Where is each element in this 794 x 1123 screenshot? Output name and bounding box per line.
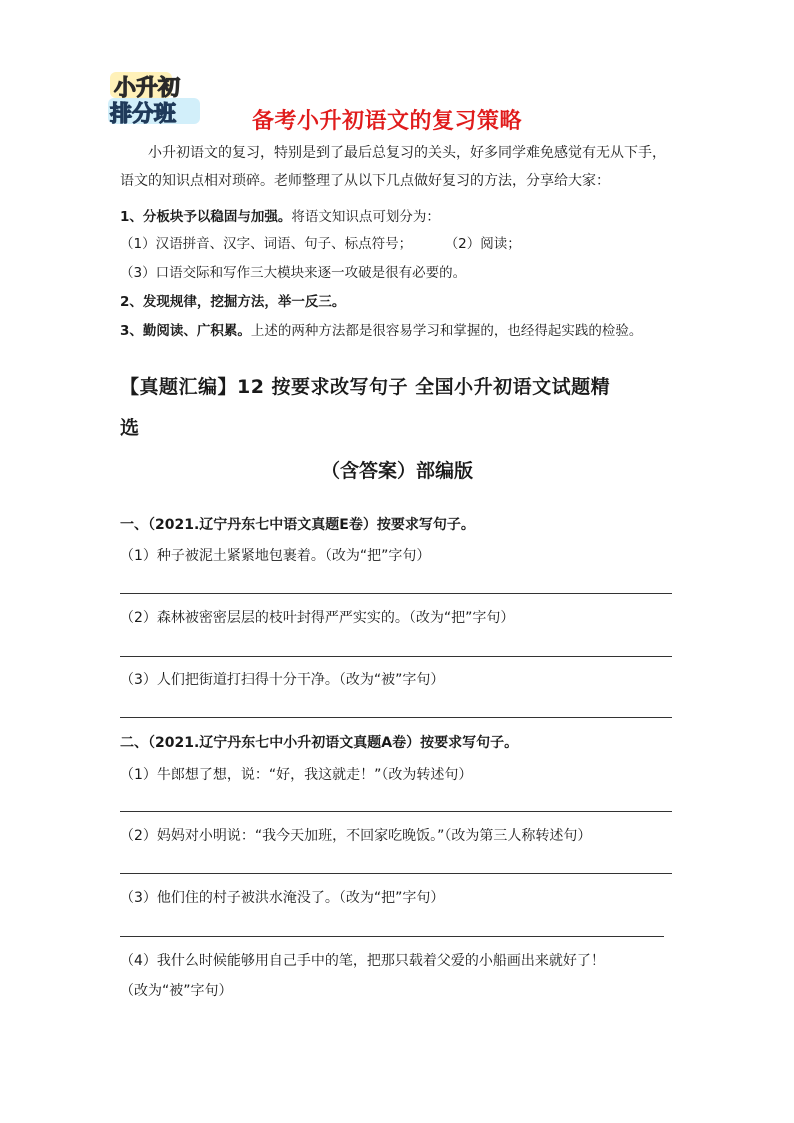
tip-3-rest: 上述的两种方法都是很容易学习和掌握的，也经得起实践的检验。: [250, 323, 643, 339]
question-2-item-2: （2）妈妈对小明说：“我今天加班，不回家吃晚饭。”（改为第三人称转述句）: [120, 828, 592, 844]
logo-line2: 排分班: [110, 102, 177, 126]
tip-1-rest: 将语文知识点可划分为：: [291, 209, 440, 225]
answer-line: [120, 873, 672, 874]
intro-paragraph-1: 小升初语文的复习，特别是到了最后总复习的关头，好多同学难免感觉有无从下手，: [148, 145, 666, 161]
question-1-item-2: （2）森林被密密层层的枝叶封得严严实实的。（改为“把”字句）: [120, 610, 515, 626]
question-2-item-4-note: （改为“被”字句）: [120, 983, 233, 999]
logo: [104, 70, 210, 126]
tip-3-bold: 3、勤阅读、广积累。: [120, 323, 251, 339]
tip-1-module-b: （2）阅读；: [444, 236, 521, 252]
answer-line: [120, 936, 664, 937]
answer-line: [120, 717, 672, 718]
intro-paragraph-2: 语文的知识点相对琐碎。老师整理了从以下几点做好复习的方法，分享给大家：: [120, 173, 610, 189]
question-1-item-1: （1）种子被泥土紧紧地包裹着。（改为“把”字句）: [120, 548, 431, 564]
question-1-heading: 一、（2021.辽宁丹东七中语文真题E卷）按要求写句子。: [120, 517, 475, 533]
section-heading-line2: 选: [120, 417, 140, 439]
tip-1-bold: 1、分板块予以稳固与加强。: [120, 209, 292, 225]
question-2-item-1: （1）牛郎想了想，说：“好，我这就走！”（改为转述句）: [120, 767, 473, 783]
section-heading-line1: 【真题汇编】12 按要求改写句子 全国小升初语文试题精: [120, 376, 611, 398]
question-2-heading: 二、（2021.辽宁丹东七中小升初语文真题A卷）按要求写句子。: [120, 735, 519, 751]
tip-1-modules-a: [120, 232, 521, 252]
tip-3: [120, 319, 642, 339]
question-1-item-3: （3）人们把街道打扫得十分干净。（改为“被”字句）: [120, 672, 445, 688]
answer-line: [120, 593, 672, 594]
answer-line: [120, 811, 672, 812]
page-title: 备考小升初语文的复习策略: [252, 109, 523, 134]
question-2-item-3: （3）他们住的村子被洪水淹没了。（改为“把”字句）: [120, 890, 445, 906]
tip-1-module-c: （3）口语交际和写作三大模块来逐一攻破是很有必要的。: [120, 265, 467, 281]
question-2-item-4: （4）我什么时候能够用自己手中的笔，把那只载着父爱的小船画出来就好了！: [120, 953, 605, 969]
tip-1-module-a: （1）汉语拼音、汉字、词语、句子、标点符号；: [120, 236, 413, 252]
logo-line1: 小升初: [114, 76, 181, 101]
tip-2: 2、发现规律，挖掘方法，举一反三。: [120, 294, 346, 310]
answer-line: [120, 656, 672, 657]
section-heading-line3: （含答案）部编版: [320, 460, 473, 482]
tip-1: [120, 205, 440, 225]
